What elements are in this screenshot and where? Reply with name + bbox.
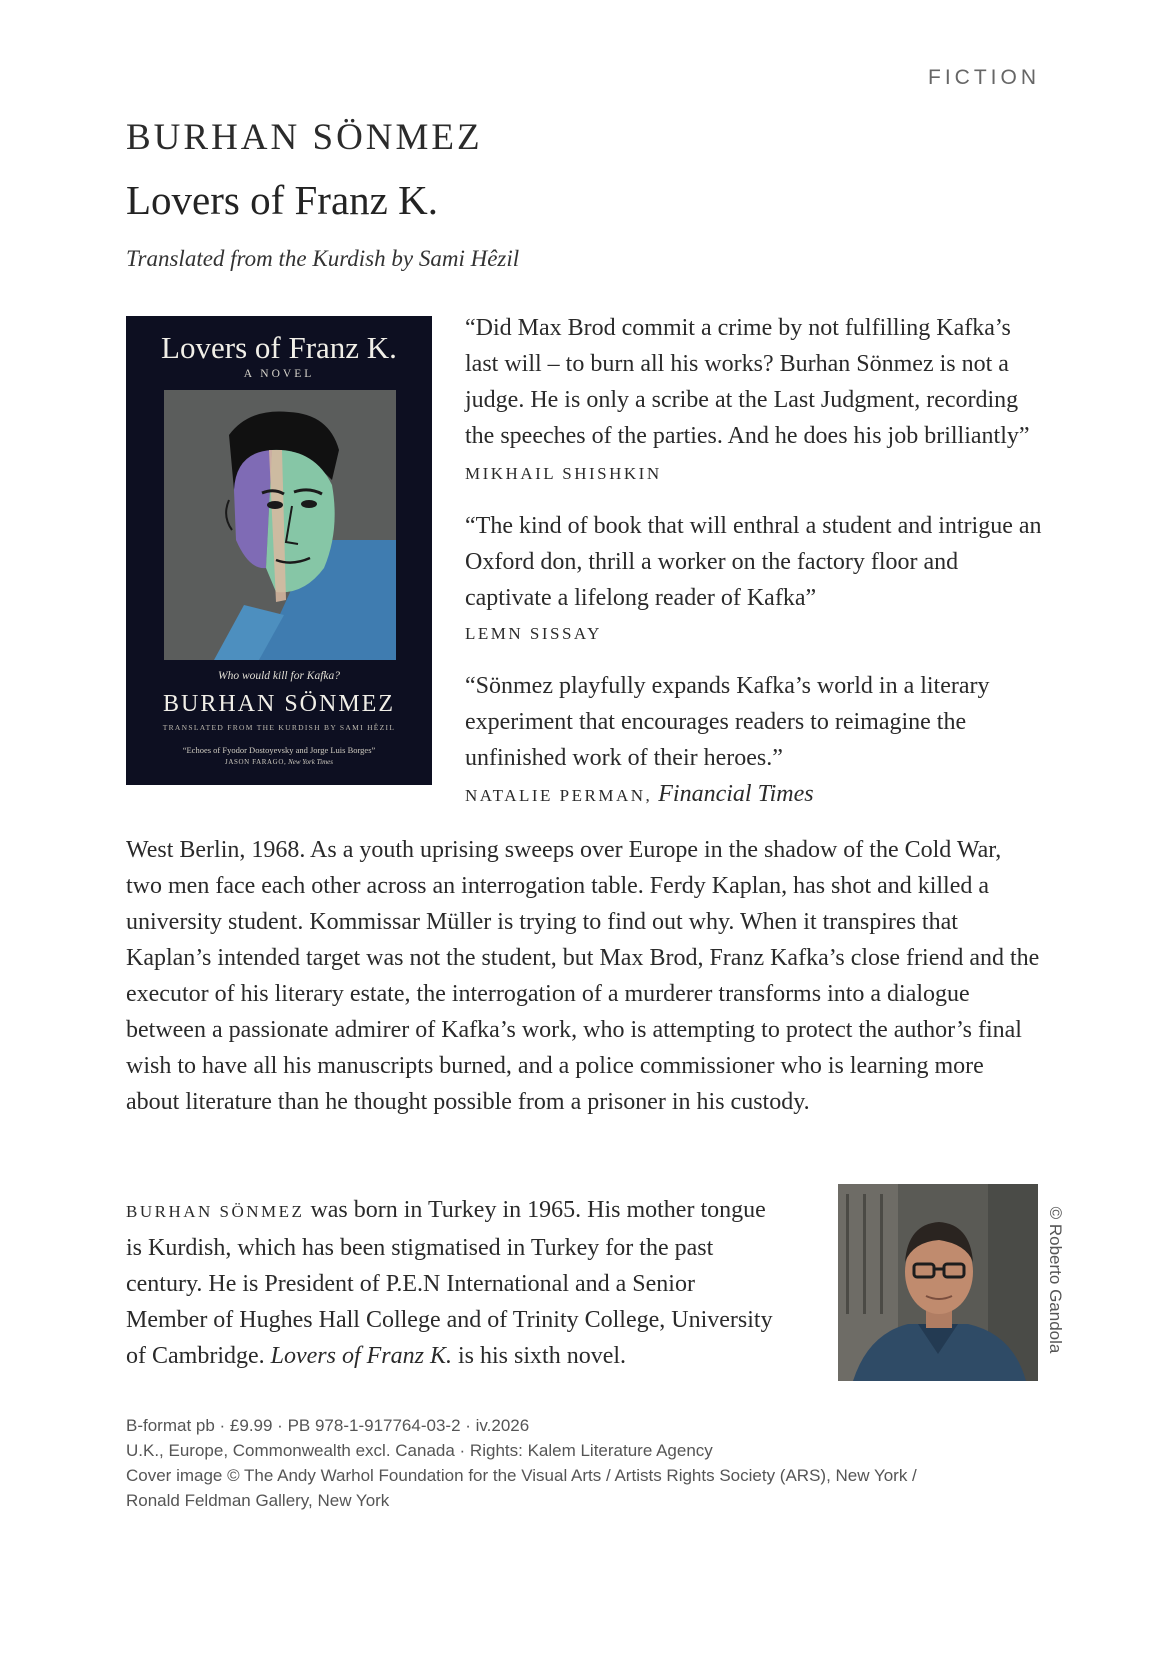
bio-text: was born in Turkey in 1965. His mother tongue is Kurdish, which has been stigmatised in Turkey for the past century. He is President of P.E.N International and a Senior Member of Hughes Hall College and of Trinity College, University of Cambridge. — [126, 1197, 773, 1369]
quote-text: “Sönmez playfully expands Kafka’s world in a literary experiment that encourages readers to reimagine the unfinished work of their heroes.” — [465, 673, 990, 771]
review-quotes — [465, 310, 1045, 830]
cover-title: Lovers of Franz K. — [161, 330, 397, 365]
cover-subtitle: A NOVEL — [243, 368, 315, 380]
photo-credit: © Roberto Gandola — [1046, 1206, 1065, 1354]
review-quote — [465, 668, 1045, 814]
quote-attribution: MIKHAIL SHISHKIN — [465, 464, 662, 483]
cover-blurb-author: JASON FARAGO, — [225, 758, 287, 766]
quote-attribution: NATALIE PERMAN, — [465, 786, 653, 805]
quote-attribution: LEMN SISSAY — [465, 624, 602, 643]
format-price-isbn: B-format pb · £9.99 · PB 978-1-917764-03-2 · iv.2026 — [126, 1416, 530, 1435]
book-title: Lovers of Franz K. — [126, 177, 438, 223]
cover-blurb-source: New York Times — [288, 758, 333, 766]
cover-author: BURHAN SÖNMEZ — [162, 691, 395, 717]
category-label: FICTION — [928, 66, 1040, 89]
author-bio — [126, 1192, 776, 1374]
cover-blurb: “Echoes of Fyodor Dostoyevsky and Jorge Luis Borges” — [182, 745, 376, 755]
bio-book-title: Lovers of Franz K. — [270, 1343, 452, 1369]
cover-tagline: Who would kill for Kafka? — [217, 670, 341, 682]
bio-ending: is his sixth novel. — [452, 1343, 627, 1369]
publication-details — [126, 1413, 966, 1513]
author-photo — [838, 1184, 1038, 1381]
quote-text: “The kind of book that will enthral a student and intrigue an Oxford don, thrill a worker on the factory floor and captivate a lifelong reader of Kafka” — [465, 513, 1042, 611]
book-cover — [126, 316, 432, 785]
cover-translator: TRANSLATED FROM THE KURDISH BY SAMI HÊZIL — [162, 723, 396, 732]
quote-publication: Financial Times — [658, 781, 814, 807]
cover-portrait-art — [164, 390, 396, 660]
review-quote — [465, 310, 1045, 492]
cover-blurb-credit — [126, 758, 432, 766]
translator-credit: Translated from the Kurdish by Sami Hêzil — [126, 246, 520, 271]
author-name: BURHAN SÖNMEZ — [126, 117, 483, 158]
rights-info: U.K., Europe, Commonwealth excl. Canada · Rights: Kalem Literature Agency — [126, 1441, 713, 1460]
book-description: West Berlin, 1968. As a youth uprising sweeps over Europe in the shadow of the Cold War, two men face each other across an interrogation table. Ferdy Kaplan, has shot and killed a university student. Kommissar Müller is trying to find out why. When it transpires that Kaplan’s intended target was not the student, but Max Brod, Franz Kafka’s close friend and the executor of his literary estate, the interrogation of a murderer transforms into a dialogue between a passionate admirer of Kafka’s work, who is attempting to protect the author’s final wish to have all his manuscripts burned, and a police commissioner who is learning more about literature than he thought possible from a prisoner in his custody. — [126, 837, 1040, 1115]
review-quote — [465, 508, 1045, 652]
bio-author-name: BURHAN SÖNMEZ — [126, 1202, 305, 1221]
quote-text: “Did Max Brod commit a crime by not fulfilling Kafka’s last will – to burn all his works? Burhan Sönmez is not a judge. He is only a scribe at the Last Judgment, recording the speeches of the parties. And he does his job brilliantly” — [465, 315, 1030, 449]
cover-image-credit: Cover image © The Andy Warhol Foundation for the Visual Arts / Artists Rights Society (ARS), New York / Ronald Feldman Gallery, New York — [126, 1466, 917, 1510]
quote-attribution-line — [465, 776, 1045, 814]
